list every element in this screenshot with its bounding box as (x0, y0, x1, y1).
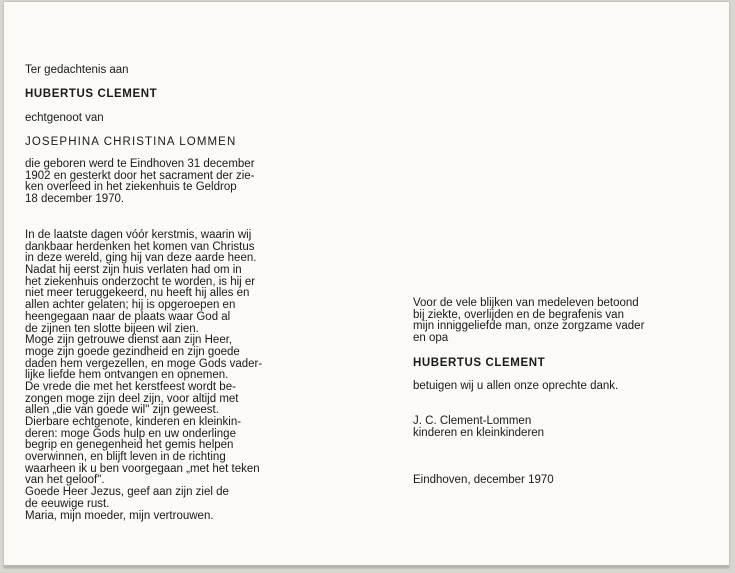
memorial-text-line: begrip en genegenheid het gemis helpen (25, 439, 234, 452)
memorial-text (25, 230, 262, 522)
memorial-text-line: De vrede die met het kerstfeest wordt be- (25, 380, 236, 393)
thanks-name: HUBERTUS CLEMENT (413, 357, 546, 369)
biography-line: 18 december 1970. (25, 193, 125, 206)
memorial-text-line: Nadat hij eerst zijn huis verlaten had om in (25, 264, 242, 277)
biography-line: ken overleed in het ziekenhuis te Geldrop (25, 181, 237, 194)
memorial-text-line: In de laatste dagen vóór kerstmis, waarin wij (25, 229, 252, 241)
biography-line: die geboren werd te Eindhoven 31 december (25, 158, 255, 170)
thanks-statement: betuigen wij u allen onze oprechte dank. (413, 380, 619, 392)
memorial-text-line: heengegaan naar de plaats waar God al (25, 310, 231, 323)
memorial-text-line: de eeuwige rust. (25, 497, 110, 510)
signature-name: J. C. Clement-Lommen (413, 415, 532, 427)
thanks-text-line: bij ziekte, overlijden en de begrafenis van (413, 308, 624, 321)
spouse-name: JOSEPHINA CHRISTINA LOMMEN (25, 136, 237, 148)
memorial-text-line: moge zijn goede gezindheid en zijn goede (25, 345, 240, 358)
memorial-text-line: deren: moge Gods hulp en uw onderlinge (25, 427, 236, 440)
memorial-text-line: allen achter gelaten; hij is opgeroepen en (25, 299, 236, 312)
memorial-text-line: niet meer teruggekeerd, nu heeft hij alles en (25, 287, 250, 300)
memorial-text-line: lijke liefde hem ontvangen en opnemen. (25, 369, 229, 382)
memorial-text-line: in deze wereld, ging hij van deze aarde heen. (25, 252, 257, 265)
signature-family: kinderen en kleinkinderen (413, 427, 545, 439)
memorial-text-line: Maria, mijn moeder, mijn vertrouwen. (25, 509, 214, 522)
memorial-text-line: Goede Heer Jezus, geef aan zijn ziel de (25, 486, 229, 499)
memorial-text-line: Dierbare echtgenote, kinderen en kleinkin- (25, 416, 242, 428)
spouse-intro: echtgenoot van (25, 112, 104, 124)
memorial-text-line: allen „die van goede wil" zijn geweest. (25, 404, 219, 417)
memorial-text-line: zongen moge zijn deel zijn, voor altijd met (25, 392, 239, 405)
thanks-text (413, 298, 644, 345)
memorial-text-line: Moge zijn getrouwe dienst aan zijn Heer, (25, 334, 233, 347)
memorial-text-line: het ziekenhuis onderzocht te worden, is hij er (25, 275, 256, 288)
memorial-card (4, 2, 729, 568)
thanks-text-line: en opa (413, 332, 449, 345)
card-bottom-edge (4, 565, 729, 568)
memorial-text-line: overwinnen, en blijft leven in de richting (25, 451, 226, 464)
memorial-text-line: waarheen ik u ben voorgegaan „met het teken (25, 462, 260, 475)
thanks-text-line: Voor de vele blijken van medeleven betoond (413, 297, 639, 309)
memorial-text-line: de zijnen ten slotte bijeen wil zien. (25, 322, 199, 335)
memorial-text-line: dankbaar herdenken het komen van Christus (25, 240, 255, 253)
deceased-name: HUBERTUS CLEMENT (25, 88, 158, 100)
biography-line: 1902 en gesterkt door het sacrament der zie- (25, 169, 255, 182)
memorial-text-line: daden hem vergezellen, en moge Gods vader- (25, 357, 263, 370)
biography (25, 159, 255, 206)
memorial-heading: Ter gedachtenis aan (25, 64, 129, 76)
thanks-text-line: mijn inniggeliefde man, onze zorgzame vader (413, 320, 645, 333)
memorial-text-line: van het geloof". (25, 474, 105, 487)
place-date: Eindhoven, december 1970 (413, 474, 554, 486)
